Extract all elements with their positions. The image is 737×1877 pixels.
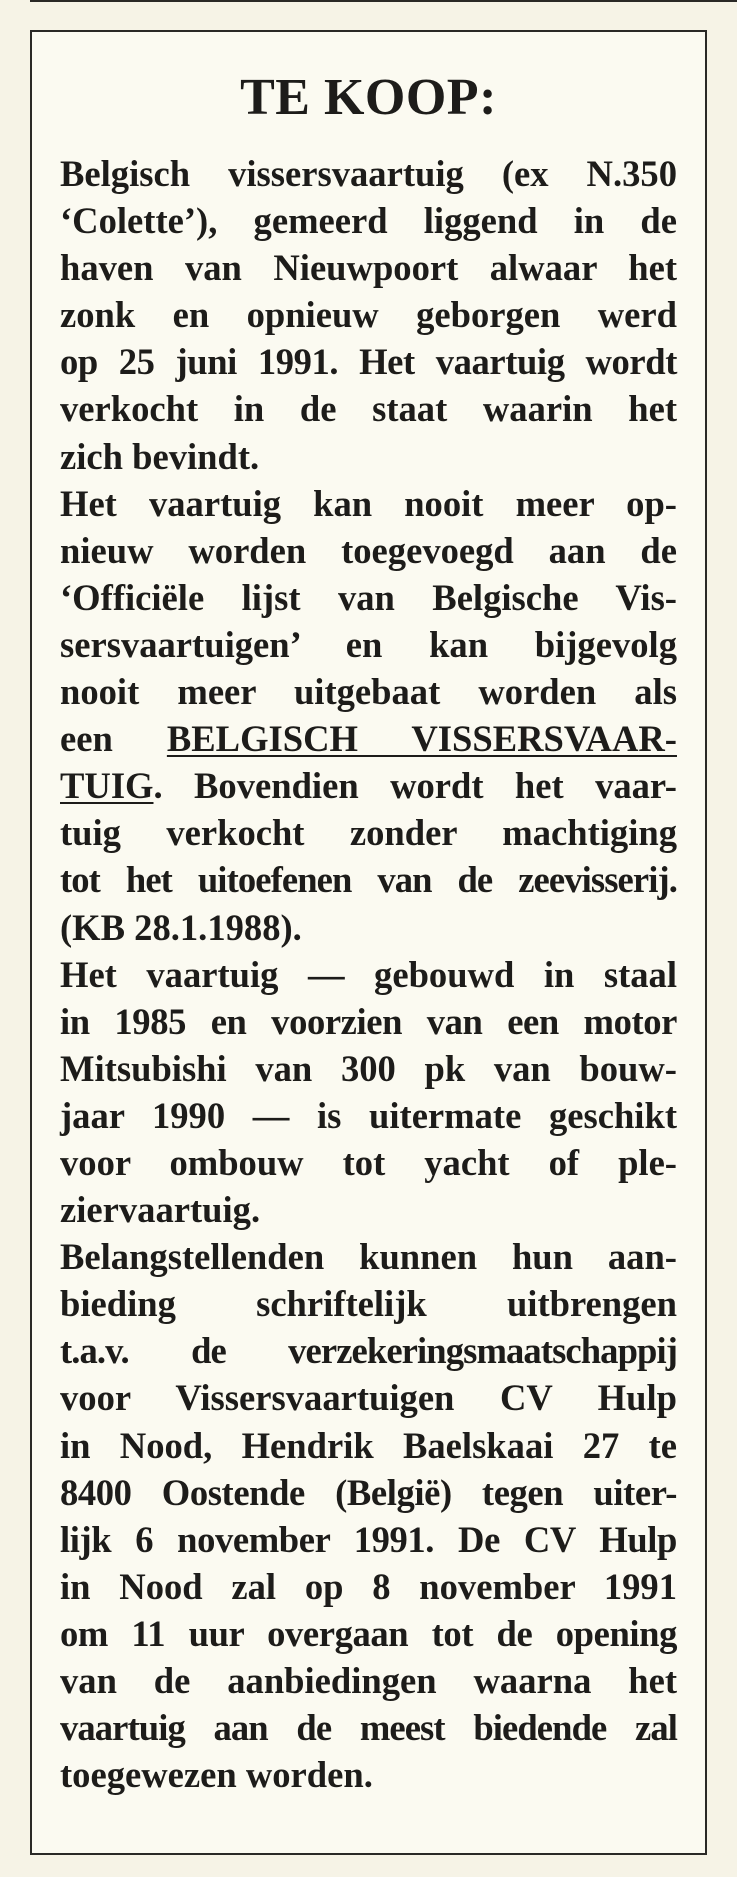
- text-line: in 1985 en voorzien van een motor: [60, 1000, 677, 1042]
- text-line: haven van Nieuwpoort alwaar het: [60, 247, 677, 289]
- underlined-emphasis: BELGISCH VISSERSVAAR-: [166, 718, 677, 760]
- top-rule: [30, 0, 737, 2]
- text-line: voor ombouw tot yacht of ple-: [60, 1141, 677, 1183]
- text-line: Belangstellenden kunnen hun aan-: [60, 1236, 677, 1278]
- advertisement-frame: [30, 30, 707, 1855]
- text-line: t.a.v. de verzekeringsmaatschappij: [60, 1330, 677, 1372]
- text-line: bieding schriftelijk uitbrengen: [60, 1283, 677, 1325]
- text-line: in Nood zal op 8 november 1991: [60, 1565, 677, 1607]
- text-line: (KB 28.1.1988).: [60, 906, 302, 948]
- text-line: Mitsubishi van 300 pk van bouw-: [60, 1047, 677, 1089]
- text-line-underlined: [60, 715, 677, 762]
- text-line: op 25 juni 1991. Het vaartuig wordt: [60, 341, 677, 383]
- text-line: ‘Colette’), gemeerd liggend in de: [60, 200, 677, 242]
- text-line: vaartuig aan de meest biedende zal: [60, 1707, 677, 1749]
- ad-title: TE KOOP:: [240, 69, 497, 126]
- text-line: om 11 uur overgaan tot de opening: [60, 1612, 677, 1654]
- paragraph-bidding-instructions: [60, 1233, 677, 1798]
- paragraph-legal-status: [60, 480, 677, 951]
- text-line: in Nood, Hendrik Baelskaai 27 te: [60, 1424, 677, 1466]
- text-line: voor Vissersvaartuigen CV Hulp: [60, 1377, 677, 1419]
- text-line-underlined: [60, 762, 677, 809]
- text-line: jaar 1990 — is uitermate geschikt: [60, 1094, 677, 1136]
- text-line: verkocht in de staat waarin het: [60, 388, 677, 430]
- paragraph-vessel-specs: [60, 951, 677, 1234]
- text-fragment: een: [60, 718, 167, 760]
- text-line: ‘Officiële lijst van Belgische Vis-: [60, 576, 677, 618]
- text-line: Het vaartuig — gebouwd in staal: [60, 953, 677, 995]
- text-line: zich bevindt.: [60, 435, 260, 477]
- text-line: ziervaartuig.: [60, 1189, 261, 1231]
- text-line: tuig verkocht zonder machtiging: [60, 812, 677, 854]
- text-line: sersvaartuigen’ en kan bijgevolg: [60, 623, 677, 665]
- text-line: toegewezen worden.: [60, 1754, 373, 1796]
- text-line: zonk en opnieuw geborgen werd: [60, 294, 677, 336]
- text-line: 8400 Oostende (België) tegen uiter-: [60, 1471, 677, 1513]
- underlined-emphasis: TUIG: [60, 765, 154, 807]
- text-fragment: . Bovendien wordt het vaar-: [153, 765, 677, 807]
- text-line: lijk 6 november 1991. De CV Hulp: [60, 1518, 677, 1560]
- text-line: van de aanbiedingen waarna het: [60, 1660, 677, 1701]
- text-line: Belgisch vissersvaartuig (ex N.350: [60, 153, 677, 194]
- text-line: tot het uitoefenen van de zeevisserij.: [60, 859, 677, 901]
- text-line: nooit meer uitgebaat worden als: [60, 671, 677, 713]
- text-line: Het vaartuig kan nooit meer op-: [60, 482, 677, 524]
- ad-body: [60, 150, 677, 1798]
- paragraph-vessel-description: [60, 150, 677, 480]
- text-line: nieuw worden toegevoegd aan de: [60, 529, 677, 571]
